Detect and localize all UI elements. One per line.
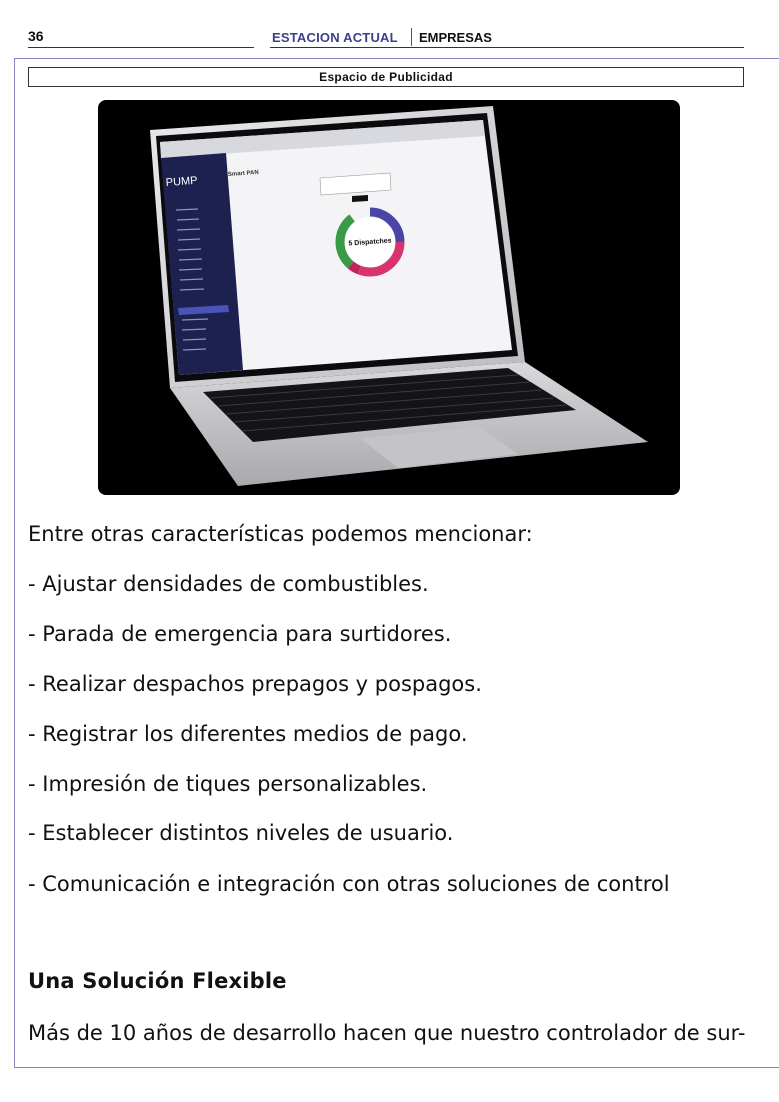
page-frame-left [14,58,15,1068]
feature-item: - Comunicación e integración con otras soluciones de control [28,872,670,896]
header-rule-left [28,47,254,48]
intro-line: Entre otras características podemos mencionar: [28,522,533,546]
feature-item: - Ajustar densidades de combustibles. [28,572,429,596]
header-divider [411,28,412,46]
body-paragraph: Más de 10 años de desarrollo hacen que nuestro controlador de sur- [28,1021,746,1045]
screen-logo: PUMP [165,174,198,189]
laptop-illustration [98,100,680,495]
page-frame-bottom [14,1067,779,1068]
screen-donut [340,212,400,272]
section-heading: Una Solución Flexible [28,969,287,993]
laptop-photo [98,100,680,495]
feature-item: - Registrar los diferentes medios de pago. [28,722,468,746]
screen-filter-button [352,195,368,202]
advertising-space-box: Espacio de Publicidad [28,67,744,87]
page-number: 36 [28,28,44,44]
screen-app-title: Smart PAN [227,169,259,178]
header-rule-right [270,47,744,48]
page-frame-top [14,58,779,59]
feature-item: - Impresión de tiques personalizables. [28,772,428,796]
running-header-section: ESTACION ACTUAL [272,30,398,45]
feature-item: - Establecer distintos niveles de usuario. [28,821,454,845]
feature-item: - Realizar despachos prepagos y pospagos. [28,672,482,696]
screen-donut-center-text: 5 Dispatches [348,237,392,248]
running-header-category: EMPRESAS [419,30,492,45]
feature-item: - Parada de emergencia para surtidores. [28,622,452,646]
